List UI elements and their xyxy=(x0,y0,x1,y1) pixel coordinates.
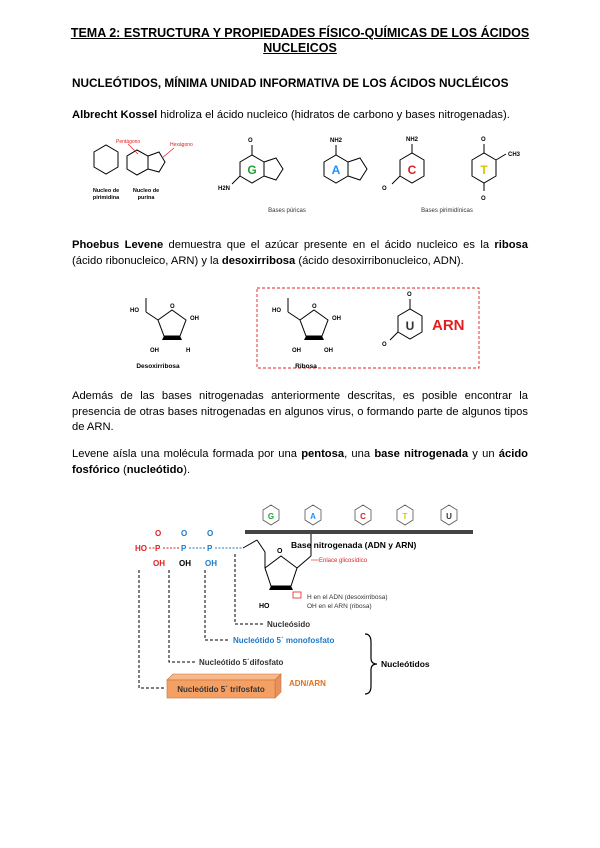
phosphate-o2: O xyxy=(181,529,188,538)
paragraph-nucleotide xyxy=(72,447,528,478)
levene-text-2: (ácido ribonucleico, ARN) y la xyxy=(72,254,222,267)
paragraph-other-bases: Además de las bases nitrogenadas anteriormente descritas, es posible encontrar la presencia de otras bases nitrogenadas en algunos virus, o formando parte de algunos tipos de ARN. xyxy=(72,390,528,433)
ribose-oh-2: OH xyxy=(324,348,333,354)
nucleotide-text-4: ( xyxy=(119,463,127,476)
phosphate-p3: P xyxy=(207,544,213,553)
top-base-g: G xyxy=(267,512,275,521)
label-hexagono: Hexágono xyxy=(170,142,193,148)
base-thymine-letter: T xyxy=(480,163,488,177)
top-base-u: U xyxy=(446,512,452,521)
pirimidina-label-2: pirimidina xyxy=(92,195,120,201)
label-bases-puricas: Bases púricas xyxy=(268,208,306,214)
nucleotide-text-1: Levene aísla una molécula formada por una xyxy=(72,448,302,460)
base-cytosine-letter: C xyxy=(407,163,417,177)
nucleotide-text-5: ). xyxy=(183,463,191,476)
t-oxygen-2: O xyxy=(481,196,486,202)
desoxi-ho-5: HO xyxy=(130,308,139,314)
label-base-nitrogenada: Base nitrogenada (ADN y ARN) xyxy=(291,540,417,550)
purine-pentagon xyxy=(148,152,165,172)
purina-label-1: Nucleo de xyxy=(132,188,160,194)
c-amine: NH2 xyxy=(406,137,419,143)
acido-fosforico-term: ácido fosfórico xyxy=(72,448,528,476)
ribose-ho-5: HO xyxy=(272,308,281,314)
nucleotide-text-2: , una xyxy=(344,448,375,460)
paragraph-kossel xyxy=(72,108,528,124)
label-nucleotidos: Nucleótidos xyxy=(381,659,430,669)
base-adenine-letter: A xyxy=(331,163,341,177)
label-difosfato: Nucleótido 5´difosfato xyxy=(199,658,284,667)
kossel-text: hidroliza el ácido nucleico (hidratos de carbono y bases nitrogenadas). xyxy=(157,109,510,121)
pirimidina-label-1: Nucleo de xyxy=(92,188,120,194)
desoxi-h-2: H xyxy=(186,348,191,354)
sugar-ho-3: HO xyxy=(259,603,270,610)
label-h-adn: H en el ADN (desoxirribosa) xyxy=(307,594,388,601)
a-amine: NH2 xyxy=(330,138,343,144)
levene-text-3: (ácido desoxirribonucleico, ADN). xyxy=(295,254,464,267)
nucleotide-text-3: y un xyxy=(468,448,499,460)
c-oxygen: O xyxy=(382,186,387,192)
title-line-1: TEMA 2: ESTRUCTURA Y PROPIEDADES FÍSICO-QUÍMICAS DE LOS ÁCIDOS xyxy=(70,26,530,40)
label-pentagono: Pentágono xyxy=(116,139,141,145)
desoxi-oh-3: OH xyxy=(150,348,159,354)
paragraph-levene xyxy=(72,238,528,269)
phosphate-o3: O xyxy=(207,529,214,538)
label-nucleosido: Nucleósido xyxy=(267,620,311,629)
label-enlace-glicosidico: Enlace glicosídico xyxy=(319,558,368,564)
desoxirribosa-term: desoxirribosa xyxy=(221,254,296,267)
top-base-t: T xyxy=(402,512,408,521)
nucleotides-brace xyxy=(365,634,377,694)
base-guanine-letter: G xyxy=(247,163,257,177)
label-bases-pirimidinicas: Bases pirimidínicas xyxy=(421,208,473,214)
figure-bases xyxy=(72,130,532,230)
u-oxygen: O xyxy=(407,292,412,298)
label-arn: ARN xyxy=(432,317,465,334)
label-desoxirribosa: Desoxirribosa xyxy=(136,363,180,370)
u-oxygen-2: O xyxy=(382,342,387,348)
ribose-oh-1: OH xyxy=(332,316,341,322)
label-oh-arn: OH en el ARN (ribosa) xyxy=(307,603,372,610)
ribose-oh-3: OH xyxy=(292,348,301,354)
title-line-2: NUCLEICOS xyxy=(263,41,337,55)
ribosa-term: ribosa xyxy=(494,239,528,251)
levene-text-1: demuestra que el azúcar presente en el ácido nucleico es la xyxy=(163,239,495,251)
desoxi-oh-1: OH xyxy=(190,316,199,322)
phosphate-p2: P xyxy=(181,544,187,553)
phosphate-ho: HO xyxy=(135,544,147,553)
figure-sugars xyxy=(110,284,490,374)
page-title xyxy=(60,26,540,56)
figure-nucleotide xyxy=(125,490,475,710)
phosphate-o1: O xyxy=(155,529,162,538)
phosphate-oh2: OH xyxy=(179,559,191,568)
sugar-ring-oxygen: O xyxy=(277,548,283,555)
label-trifosfato: Nucleótido 5´ trifosfato xyxy=(177,685,265,694)
section-subtitle: NUCLEÓTIDOS, MÍNIMA UNIDAD INFORMATIVA DE LOS ÁCIDOS NUCLÉICOS xyxy=(72,76,509,90)
ribose-ring-oxygen: O xyxy=(312,304,317,310)
pyrimidine-ring xyxy=(94,145,118,174)
pentosa-term: pentosa xyxy=(301,448,345,460)
t-methyl: CH3 xyxy=(508,152,521,158)
label-monofosfato: Nucleótido 5´ monofosfato xyxy=(233,636,335,645)
kossel-name: Albrecht Kossel xyxy=(72,109,158,121)
phosphate-oh1: OH xyxy=(153,559,165,568)
g-amine: H2N xyxy=(218,186,231,192)
base-uracil-letter: U xyxy=(405,319,415,333)
top-base-c: C xyxy=(360,512,366,521)
purina-label-2: purina xyxy=(137,195,155,201)
phosphate-oh3: OH xyxy=(205,559,217,568)
desoxi-ring-oxygen: O xyxy=(170,304,175,310)
t-oxygen: O xyxy=(481,137,486,143)
nucleotido-term: nucleótido xyxy=(126,463,184,476)
levene-name: Phoebus Levene xyxy=(72,239,164,251)
label-ribosa: Ribosa xyxy=(295,363,317,370)
label-adn-arn: ADN/ARN xyxy=(289,679,326,688)
top-base-a: A xyxy=(310,512,316,521)
base-nitrogenada-term: base nitrogenada xyxy=(374,448,469,460)
phosphate-p1: P xyxy=(155,544,161,553)
g-oxygen: O xyxy=(248,138,253,144)
